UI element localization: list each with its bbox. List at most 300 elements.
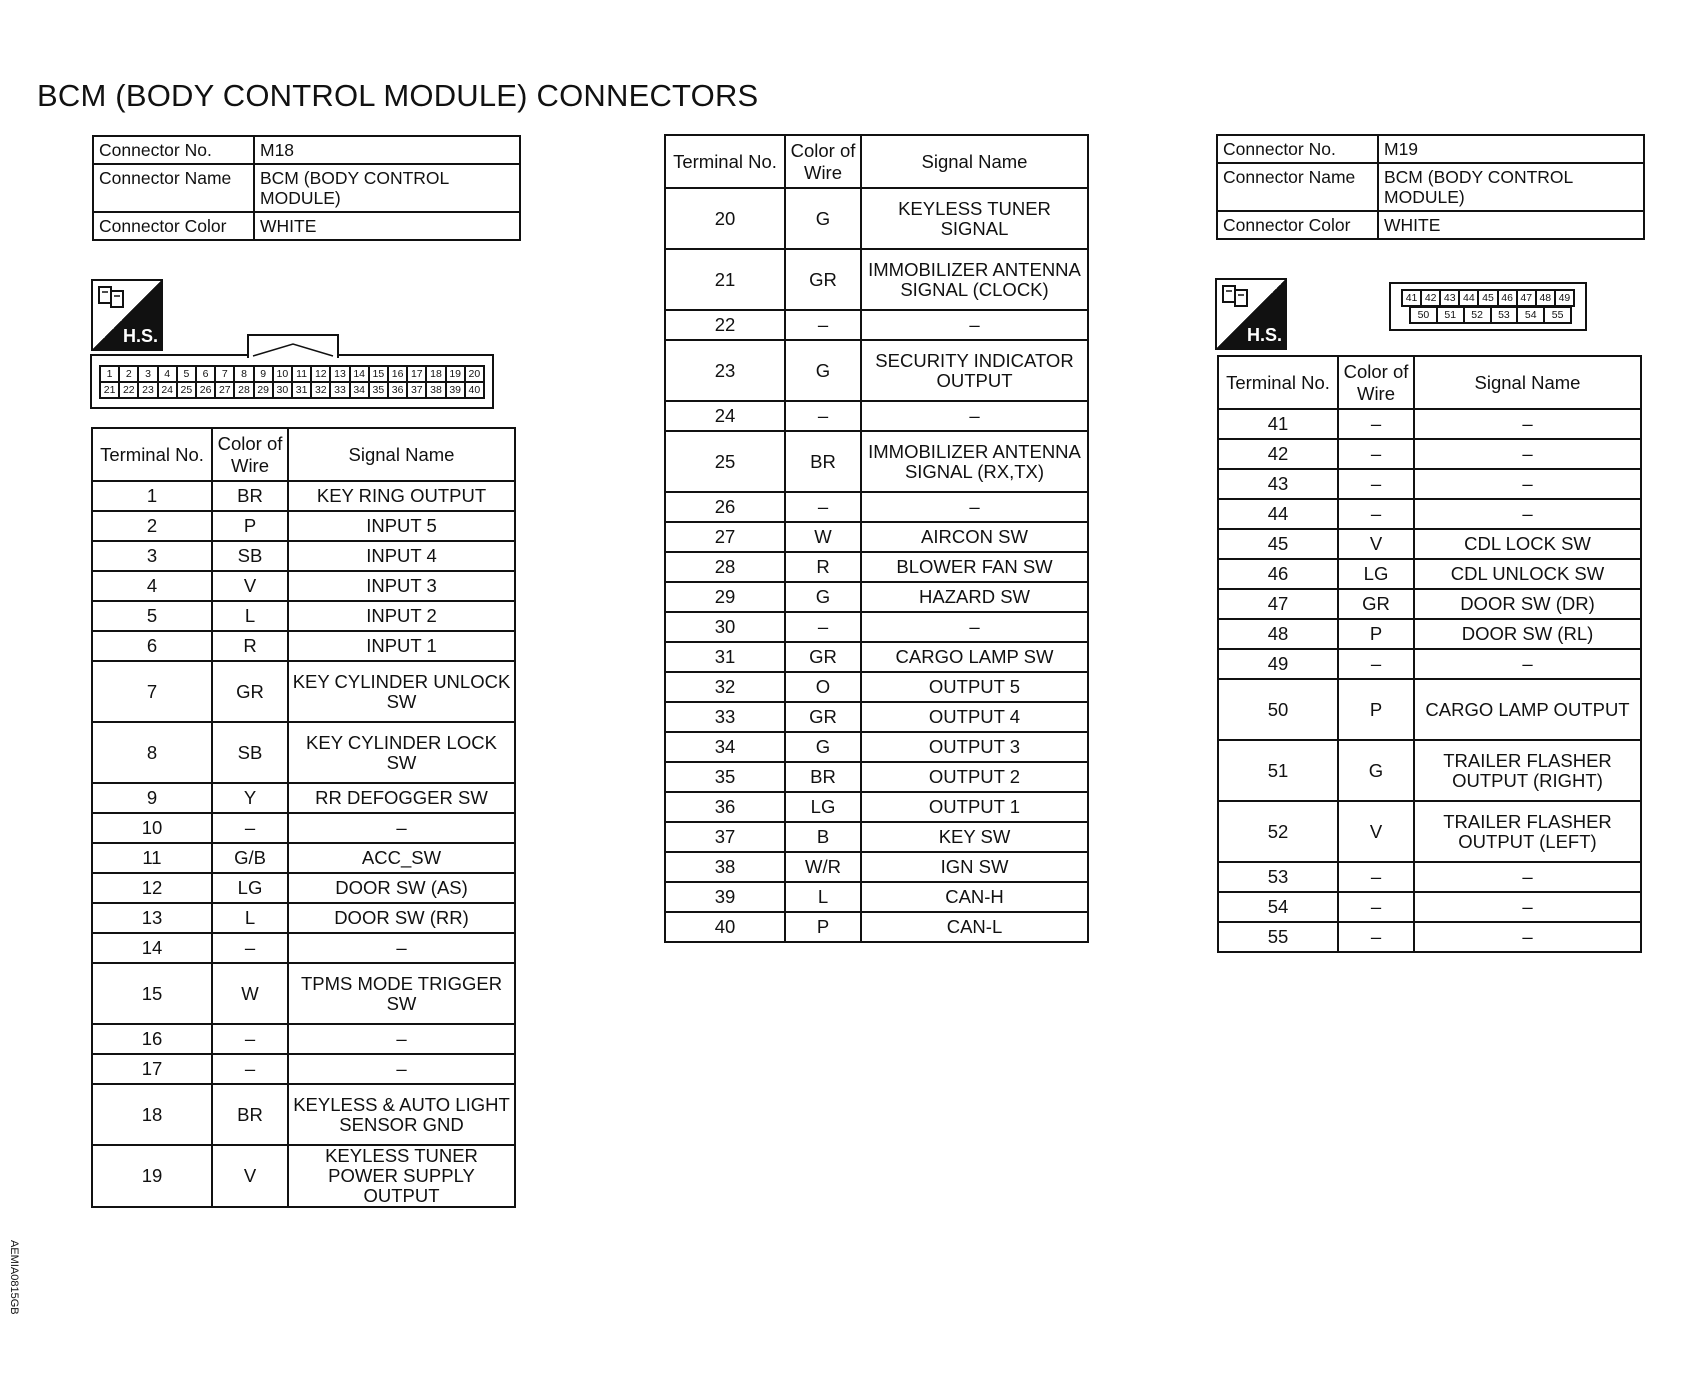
- value-connector-no: M19: [1378, 135, 1644, 163]
- info-row-connector-color: [1217, 211, 1644, 239]
- wire-color: B: [785, 822, 861, 852]
- connector-pin: 3: [138, 366, 157, 382]
- terminal-number: 10: [92, 813, 212, 843]
- terminal-number: 32: [665, 672, 785, 702]
- connector-info-table-m19: [1216, 134, 1645, 240]
- connector-pin: 48: [1536, 290, 1555, 306]
- header-color-of-wire: Color of Wire: [785, 135, 861, 188]
- hs-badge-m18: [91, 279, 163, 351]
- wire-color: P: [1338, 679, 1414, 740]
- connector-symbol-icon: [97, 285, 127, 311]
- signal-name: TRAILER FLASHER OUTPUT (LEFT): [1414, 801, 1641, 862]
- signal-name: BLOWER FAN SW: [861, 552, 1088, 582]
- wire-color: –: [1338, 922, 1414, 952]
- signal-name: DOOR SW (DR): [1414, 589, 1641, 619]
- connector-pin: 27: [215, 382, 234, 398]
- terminal-row: [665, 310, 1088, 340]
- wire-color: GR: [785, 249, 861, 310]
- terminal-number: 4: [92, 571, 212, 601]
- wire-color: BR: [212, 1084, 288, 1145]
- connector-pin: 50: [1410, 307, 1437, 323]
- connector-pin: 45: [1478, 290, 1497, 306]
- terminal-number: 53: [1218, 862, 1338, 892]
- terminal-number: 39: [665, 882, 785, 912]
- wire-color: –: [1338, 892, 1414, 922]
- terminal-number: 52: [1218, 801, 1338, 862]
- connector-pin: 5: [177, 366, 196, 382]
- signal-name: OUTPUT 3: [861, 732, 1088, 762]
- terminal-row: [92, 511, 515, 541]
- connector-symbol-icon: [1221, 284, 1251, 310]
- terminal-row: [665, 552, 1088, 582]
- terminal-row: [665, 492, 1088, 522]
- signal-name: –: [1414, 469, 1641, 499]
- connector-pin: 11: [292, 366, 311, 382]
- header-terminal-no: Terminal No.: [1218, 356, 1338, 409]
- connector-pin: 17: [407, 366, 426, 382]
- signal-name: ACC_SW: [288, 843, 515, 873]
- terminal-number: 6: [92, 631, 212, 661]
- wire-color: V: [212, 571, 288, 601]
- wire-color: –: [1338, 469, 1414, 499]
- terminal-table-header: [665, 135, 1088, 188]
- terminal-row: [92, 963, 515, 1024]
- terminal-row: [92, 933, 515, 963]
- terminal-table-m18-b: [664, 134, 1089, 943]
- terminal-table-m19: [1217, 355, 1642, 953]
- wire-color: G/B: [212, 843, 288, 873]
- terminal-row: [92, 783, 515, 813]
- terminal-row: [1218, 439, 1641, 469]
- connector-pin: 20: [465, 366, 484, 382]
- signal-name: –: [1414, 409, 1641, 439]
- connector-pin: 49: [1555, 290, 1574, 306]
- connector-pin: 32: [311, 382, 330, 398]
- wire-color: BR: [785, 762, 861, 792]
- signal-name: –: [288, 813, 515, 843]
- terminal-number: 15: [92, 963, 212, 1024]
- terminal-number: 28: [665, 552, 785, 582]
- terminal-row: [665, 792, 1088, 822]
- header-terminal-no: Terminal No.: [665, 135, 785, 188]
- header-signal-name: Signal Name: [861, 135, 1088, 188]
- terminal-row: [1218, 740, 1641, 801]
- wire-color: –: [1338, 649, 1414, 679]
- wire-color: R: [785, 552, 861, 582]
- terminal-row: [665, 822, 1088, 852]
- terminal-row: [92, 601, 515, 631]
- connector-pin: 23: [138, 382, 157, 398]
- connector-pin: 25: [177, 382, 196, 398]
- connector-pin: 33: [330, 382, 349, 398]
- signal-name: CDL UNLOCK SW: [1414, 559, 1641, 589]
- wire-color: G: [785, 340, 861, 401]
- signal-name: CDL LOCK SW: [1414, 529, 1641, 559]
- connector-pin: 22: [119, 382, 138, 398]
- terminal-row: [92, 1145, 515, 1207]
- signal-name: KEY CYLINDER LOCK SW: [288, 722, 515, 783]
- terminal-number: 26: [665, 492, 785, 522]
- terminal-row: [1218, 469, 1641, 499]
- terminal-row: [1218, 589, 1641, 619]
- terminal-row: [92, 1054, 515, 1084]
- wire-color: SB: [212, 541, 288, 571]
- terminal-number: 3: [92, 541, 212, 571]
- terminal-row: [665, 401, 1088, 431]
- signal-name: –: [288, 1024, 515, 1054]
- connector-pin: 2: [119, 366, 138, 382]
- terminal-row: [92, 661, 515, 722]
- connector-pin: 44: [1459, 290, 1478, 306]
- connector-pin: 47: [1517, 290, 1536, 306]
- terminal-row: [92, 631, 515, 661]
- terminal-row: [665, 522, 1088, 552]
- value-connector-color: WHITE: [254, 212, 520, 240]
- signal-name: IGN SW: [861, 852, 1088, 882]
- connector-pin: 9: [254, 366, 273, 382]
- header-signal-name: Signal Name: [288, 428, 515, 481]
- connector-pin: 19: [446, 366, 465, 382]
- terminal-row: [665, 732, 1088, 762]
- terminal-number: 13: [92, 903, 212, 933]
- terminal-row: [1218, 862, 1641, 892]
- terminal-row: [1218, 529, 1641, 559]
- label-connector-color: Connector Color: [1217, 211, 1378, 239]
- signal-name: –: [861, 401, 1088, 431]
- signal-name: CAN-L: [861, 912, 1088, 942]
- hs-label: H.S.: [1246, 325, 1282, 345]
- terminal-row: [92, 1024, 515, 1054]
- signal-name: SECURITY INDICATOR OUTPUT: [861, 340, 1088, 401]
- terminal-number: 5: [92, 601, 212, 631]
- terminal-number: 46: [1218, 559, 1338, 589]
- signal-name: –: [1414, 499, 1641, 529]
- signal-name: KEY RING OUTPUT: [288, 481, 515, 511]
- terminal-row: [1218, 619, 1641, 649]
- connector-info-table-m18: [92, 135, 521, 241]
- terminal-number: 54: [1218, 892, 1338, 922]
- connector-pin: 28: [234, 382, 253, 398]
- value-connector-name: BCM (BODY CONTROL MODULE): [1378, 163, 1644, 211]
- signal-name: INPUT 2: [288, 601, 515, 631]
- terminal-row: [1218, 499, 1641, 529]
- signal-name: IMMOBILIZER ANTENNA SIGNAL (RX,TX): [861, 431, 1088, 492]
- connector-pin: 13: [330, 366, 349, 382]
- terminal-row: [665, 340, 1088, 401]
- terminal-row: [1218, 922, 1641, 952]
- connector-pin: 8: [234, 366, 253, 382]
- signal-name: CARGO LAMP OUTPUT: [1414, 679, 1641, 740]
- info-row-connector-name: [1217, 163, 1644, 211]
- terminal-row: [665, 762, 1088, 792]
- connector-pin: 14: [350, 366, 369, 382]
- terminal-row: [665, 912, 1088, 942]
- terminal-number: 16: [92, 1024, 212, 1054]
- connector-pin: 37: [407, 382, 426, 398]
- header-color-of-wire: Color of Wire: [212, 428, 288, 481]
- wire-color: L: [212, 601, 288, 631]
- terminal-number: 22: [665, 310, 785, 340]
- connector-pin: 42: [1421, 290, 1440, 306]
- connector-pin: 4: [158, 366, 177, 382]
- connector-pin: 12: [311, 366, 330, 382]
- terminal-row: [1218, 559, 1641, 589]
- signal-name: OUTPUT 4: [861, 702, 1088, 732]
- value-connector-name: BCM (BODY CONTROL MODULE): [254, 164, 520, 212]
- terminal-number: 37: [665, 822, 785, 852]
- terminal-row: [665, 612, 1088, 642]
- terminal-number: 17: [92, 1054, 212, 1084]
- wire-color: SB: [212, 722, 288, 783]
- connector-face-m18: [90, 354, 494, 409]
- connector-pin: 53: [1491, 307, 1518, 323]
- terminal-row: [665, 582, 1088, 612]
- signal-name: DOOR SW (RL): [1414, 619, 1641, 649]
- signal-name: OUTPUT 1: [861, 792, 1088, 822]
- connector-pin: 55: [1544, 307, 1571, 323]
- connector-pin: 43: [1440, 290, 1459, 306]
- wire-color: –: [785, 401, 861, 431]
- wire-color: G: [785, 732, 861, 762]
- wire-color: G: [1338, 740, 1414, 801]
- connector-pin: 29: [254, 382, 273, 398]
- terminal-number: 49: [1218, 649, 1338, 679]
- wire-color: V: [1338, 801, 1414, 862]
- terminal-row: [92, 813, 515, 843]
- terminal-number: 36: [665, 792, 785, 822]
- terminal-row: [1218, 892, 1641, 922]
- terminal-number: 29: [665, 582, 785, 612]
- wire-color: GR: [212, 661, 288, 722]
- signal-name: INPUT 4: [288, 541, 515, 571]
- signal-name: CARGO LAMP SW: [861, 642, 1088, 672]
- signal-name: –: [1414, 922, 1641, 952]
- terminal-number: 34: [665, 732, 785, 762]
- connector-pin: 35: [369, 382, 388, 398]
- header-signal-name: Signal Name: [1414, 356, 1641, 409]
- terminal-row: [665, 431, 1088, 492]
- terminal-number: 19: [92, 1145, 212, 1207]
- wire-color: LG: [212, 873, 288, 903]
- connector-pin: 39: [446, 382, 465, 398]
- connector-pin: 16: [388, 366, 407, 382]
- wire-color: P: [1338, 619, 1414, 649]
- terminal-number: 42: [1218, 439, 1338, 469]
- wire-color: P: [785, 912, 861, 942]
- signal-name: –: [1414, 439, 1641, 469]
- terminal-number: 23: [665, 340, 785, 401]
- terminal-row: [665, 188, 1088, 249]
- value-connector-color: WHITE: [1378, 211, 1644, 239]
- wire-color: –: [212, 813, 288, 843]
- signal-name: RR DEFOGGER SW: [288, 783, 515, 813]
- label-connector-color: Connector Color: [93, 212, 254, 240]
- terminal-number: 8: [92, 722, 212, 783]
- terminal-row: [92, 903, 515, 933]
- wire-color: R: [212, 631, 288, 661]
- terminal-table-header: [92, 428, 515, 481]
- terminal-number: 9: [92, 783, 212, 813]
- terminal-row: [1218, 801, 1641, 862]
- signal-name: INPUT 3: [288, 571, 515, 601]
- signal-name: –: [1414, 649, 1641, 679]
- signal-name: OUTPUT 2: [861, 762, 1088, 792]
- terminal-number: 41: [1218, 409, 1338, 439]
- signal-name: –: [288, 933, 515, 963]
- terminal-row: [665, 852, 1088, 882]
- hs-label: H.S.: [122, 326, 158, 346]
- info-row-connector-name: [93, 164, 520, 212]
- signal-name: OUTPUT 5: [861, 672, 1088, 702]
- hs-badge-m19: [1215, 278, 1287, 350]
- terminal-number: 18: [92, 1084, 212, 1145]
- terminal-number: 30: [665, 612, 785, 642]
- connector-pin: 52: [1464, 307, 1491, 323]
- terminal-number: 31: [665, 642, 785, 672]
- wire-color: W/R: [785, 852, 861, 882]
- info-row-connector-no: [1217, 135, 1644, 163]
- wire-color: P: [212, 511, 288, 541]
- key-chevron-icon: [249, 336, 337, 358]
- label-connector-name: Connector Name: [1217, 163, 1378, 211]
- connector-pin: 7: [215, 366, 234, 382]
- terminal-row: [665, 672, 1088, 702]
- value-connector-no: M18: [254, 136, 520, 164]
- terminal-row: [1218, 679, 1641, 740]
- terminal-number: 38: [665, 852, 785, 882]
- terminal-number: 24: [665, 401, 785, 431]
- terminal-row: [92, 481, 515, 511]
- terminal-number: 1: [92, 481, 212, 511]
- signal-name: KEY CYLINDER UNLOCK SW: [288, 661, 515, 722]
- terminal-number: 48: [1218, 619, 1338, 649]
- connector-pin: 54: [1517, 307, 1544, 323]
- terminal-row: [92, 1084, 515, 1145]
- terminal-number: 45: [1218, 529, 1338, 559]
- wire-color: –: [212, 933, 288, 963]
- wire-color: –: [212, 1024, 288, 1054]
- wire-color: G: [785, 188, 861, 249]
- signal-name: DOOR SW (AS): [288, 873, 515, 903]
- terminal-row: [92, 873, 515, 903]
- connector-pin: 46: [1498, 290, 1517, 306]
- connector-pin: 18: [426, 366, 445, 382]
- signal-name: DOOR SW (RR): [288, 903, 515, 933]
- connector-pin: 15: [369, 366, 388, 382]
- terminal-row: [665, 249, 1088, 310]
- signal-name: HAZARD SW: [861, 582, 1088, 612]
- terminal-number: 27: [665, 522, 785, 552]
- connector-pin: 41: [1402, 290, 1421, 306]
- wire-color: –: [1338, 862, 1414, 892]
- wire-color: V: [212, 1145, 288, 1207]
- wire-color: V: [1338, 529, 1414, 559]
- connector-pin: 51: [1437, 307, 1464, 323]
- terminal-row: [1218, 409, 1641, 439]
- signal-name: TPMS MODE TRIGGER SW: [288, 963, 515, 1024]
- signal-name: CAN-H: [861, 882, 1088, 912]
- signal-name: –: [861, 612, 1088, 642]
- signal-name: –: [861, 492, 1088, 522]
- wire-color: GR: [1338, 589, 1414, 619]
- wire-color: W: [212, 963, 288, 1024]
- signal-name: KEYLESS & AUTO LIGHT SENSOR GND: [288, 1084, 515, 1145]
- terminal-row: [92, 843, 515, 873]
- connector-pin: 10: [273, 366, 292, 382]
- terminal-number: 44: [1218, 499, 1338, 529]
- terminal-number: 12: [92, 873, 212, 903]
- terminal-number: 33: [665, 702, 785, 732]
- wire-color: –: [1338, 439, 1414, 469]
- terminal-number: 20: [665, 188, 785, 249]
- info-row-connector-color: [93, 212, 520, 240]
- header-terminal-no: Terminal No.: [92, 428, 212, 481]
- label-connector-no: Connector No.: [1217, 135, 1378, 163]
- terminal-row: [665, 642, 1088, 672]
- terminal-number: 51: [1218, 740, 1338, 801]
- signal-name: KEYLESS TUNER POWER SUPPLY OUTPUT: [288, 1145, 515, 1207]
- connector-pin: 36: [388, 382, 407, 398]
- signal-name: –: [1414, 862, 1641, 892]
- terminal-number: 2: [92, 511, 212, 541]
- figure-code: AEMIA0815GB: [8, 1240, 20, 1315]
- wire-color: LG: [785, 792, 861, 822]
- terminal-row: [92, 541, 515, 571]
- connector-pin: 38: [426, 382, 445, 398]
- wire-color: GR: [785, 642, 861, 672]
- connector-pin: 24: [158, 382, 177, 398]
- wire-color: –: [785, 612, 861, 642]
- wire-color: W: [785, 522, 861, 552]
- terminal-number: 47: [1218, 589, 1338, 619]
- wire-color: L: [785, 882, 861, 912]
- header-color-of-wire: Color of Wire: [1338, 356, 1414, 409]
- signal-name: INPUT 5: [288, 511, 515, 541]
- pin-grid-m19-bottom: [1409, 306, 1572, 324]
- terminal-number: 25: [665, 431, 785, 492]
- terminal-row: [665, 702, 1088, 732]
- signal-name: KEY SW: [861, 822, 1088, 852]
- signal-name: TRAILER FLASHER OUTPUT (RIGHT): [1414, 740, 1641, 801]
- wire-color: L: [212, 903, 288, 933]
- connector-pin: 1: [100, 366, 119, 382]
- terminal-number: 11: [92, 843, 212, 873]
- wire-color: BR: [785, 431, 861, 492]
- signal-name: –: [1414, 892, 1641, 922]
- signal-name: AIRCON SW: [861, 522, 1088, 552]
- wire-color: GR: [785, 702, 861, 732]
- wire-color: LG: [1338, 559, 1414, 589]
- wire-color: –: [1338, 499, 1414, 529]
- connector-pin: 34: [350, 382, 369, 398]
- connector-pin: 21: [100, 382, 119, 398]
- wire-color: Y: [212, 783, 288, 813]
- connector-key-tab: [247, 334, 339, 358]
- terminal-table-m18-a: [91, 427, 516, 1208]
- terminal-number: 50: [1218, 679, 1338, 740]
- connector-pin: 40: [465, 382, 484, 398]
- signal-name: IMMOBILIZER ANTENNA SIGNAL (CLOCK): [861, 249, 1088, 310]
- terminal-row: [1218, 649, 1641, 679]
- wire-color: –: [785, 310, 861, 340]
- terminal-row: [92, 722, 515, 783]
- terminal-number: 7: [92, 661, 212, 722]
- terminal-table-header: [1218, 356, 1641, 409]
- label-connector-no: Connector No.: [93, 136, 254, 164]
- wire-color: O: [785, 672, 861, 702]
- terminal-number: 35: [665, 762, 785, 792]
- terminal-row: [92, 571, 515, 601]
